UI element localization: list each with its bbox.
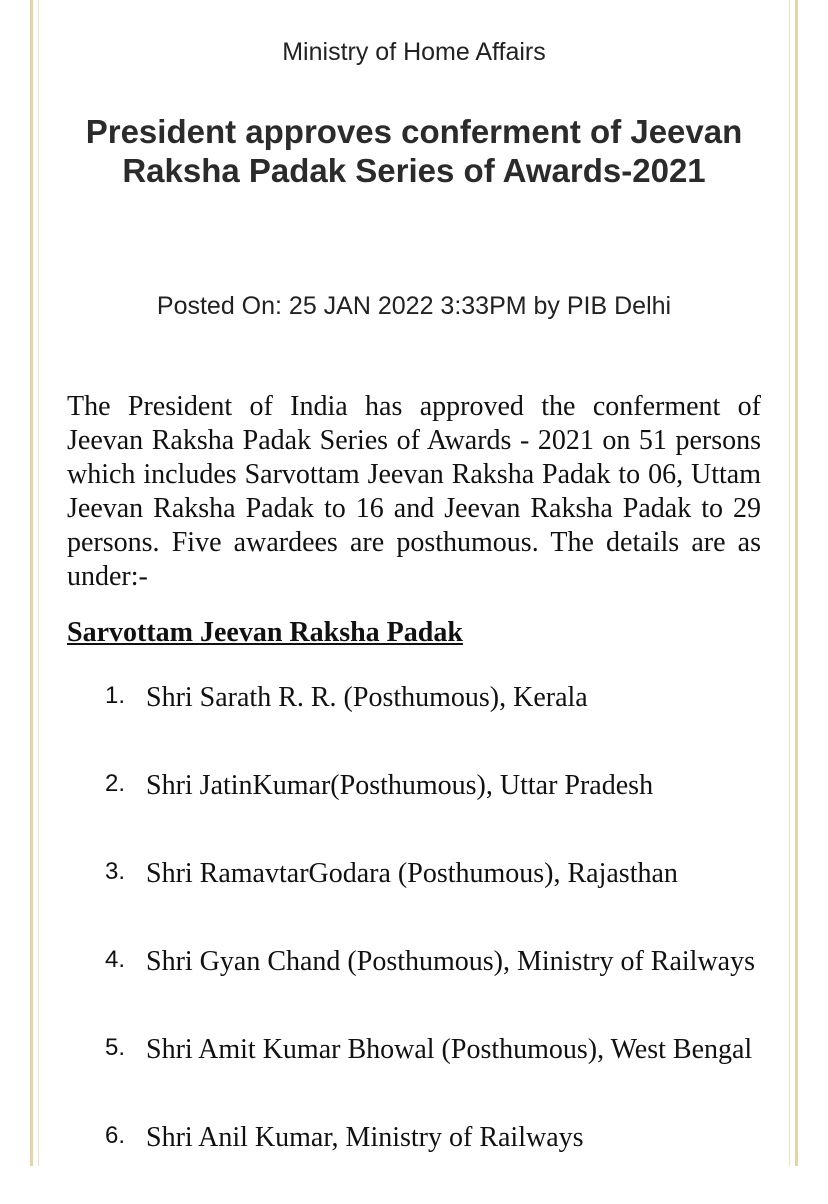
- ministry-name: Ministry of Home Affairs: [282, 38, 546, 66]
- intro-paragraph: The President of India has approved the conferment of Jeevan Raksha Padak Series of Awards - 2021 on 51 persons which includes Sarvottam Jeevan Raksha Padak to 06, Uttam Jeevan Raksha Padak to 16 and Jeevan Raksha Padak to 29 persons. Five awardees are posthumous. The details are as under:-: [67, 391, 761, 592]
- page-title: President approves conferment of Jeevan Raksha Padak Series of Awards-2021: [85, 113, 743, 189]
- list-item-text: Shri Amit Kumar Bhowal (Posthumous), West Bengal: [146, 1034, 753, 1065]
- list-number: 5.: [105, 1034, 126, 1061]
- list-number: 2.: [105, 770, 126, 797]
- list-item: [0, 852, 828, 940]
- list-item: [0, 1028, 828, 1116]
- posted-on: Posted On: 25 JAN 2022 3:33PM by PIB Delhi: [156, 292, 672, 320]
- list-item-text: Shri Gyan Chand (Posthumous), Ministry of Railways: [146, 946, 755, 977]
- list-item-text: Shri Sarath R. R. (Posthumous), Kerala: [146, 682, 588, 713]
- list-number: 1.: [105, 682, 126, 709]
- list-item: [0, 1116, 828, 1204]
- list-item-text: Shri JatinKumar(Posthumous), Uttar Pradesh: [146, 770, 654, 801]
- awardee-list: [0, 676, 828, 1204]
- list-item: [0, 764, 828, 852]
- list-number: 4.: [105, 946, 126, 973]
- list-number: 3.: [105, 858, 126, 885]
- list-number: 6.: [105, 1122, 126, 1149]
- list-item: [0, 940, 828, 1028]
- list-item-text: Shri RamavtarGodara (Posthumous), Rajasthan: [146, 858, 678, 889]
- section-heading: Sarvottam Jeevan Raksha Padak: [67, 617, 463, 648]
- list-item: [0, 676, 828, 764]
- list-item-text: Shri Anil Kumar, Ministry of Railways: [146, 1122, 584, 1153]
